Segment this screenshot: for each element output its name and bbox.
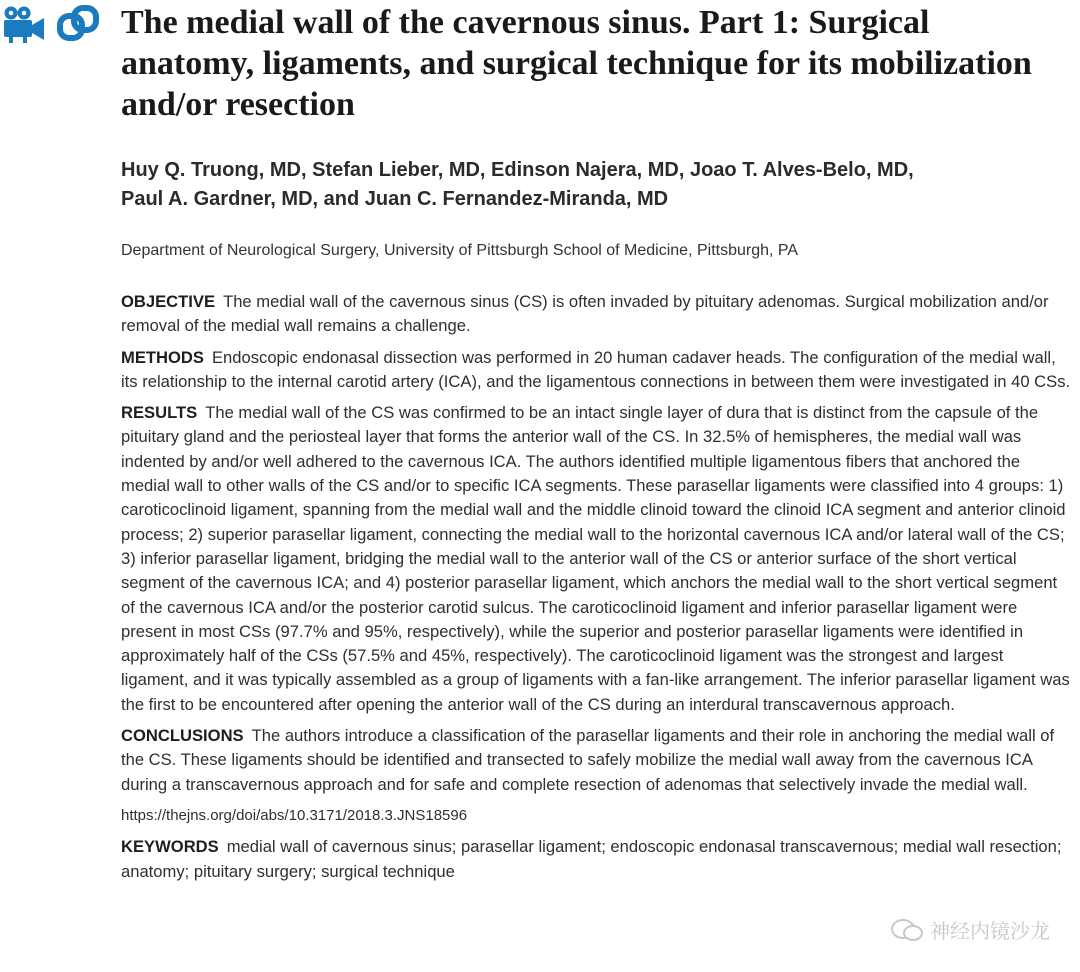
header-icons [2, 4, 100, 44]
results-text: The medial wall of the CS was confirmed to be an intact single layer of dura that is distinct from the capsule of the pituitary gland and the periosteal layer that forms the anterior wall of the CS. In 32.5% of hemispheres, the medial wall was indented by and/or well adhered to the cavernous ICA. The authors identified multiple ligamentous fibers that anchored the medial wall to other walls of the CS and/or to specific ICA segments. These parasellar ligaments were classified into 4 groups: 1) caroticoclinoid ligament, spanning from the medial wall and the middle clinoid toward the clinoid ICA segment and anterior clinoid process; 2) superior parasellar ligament, connecting the medial wall to the horizontal cavernous ICA and/or lateral wall of the CS; 3) inferior parasellar ligament, bridging the medial wall to the anterior wall of the CS or anterior surface of the short vertical segment of the cavernous ICA; and 4) posterior parasellar ligament, which anchors the medial wall to the short vertical segment of the cavernous ICA and/or the posterior carotid sulcus. The caroticoclinoid ligament and inferior parasellar ligament were present in most CSs (97.7% and 95%, respectively), while the superior and posterior parasellar ligaments were identified in approximately half of the CSs (57.5% and 45%, respectively). The caroticoclinoid ligament was the strongest and largest ligament, and it was typically assembled as a group of ligaments with a fan-like arrangement. The inferior parasellar ligament was the first to be encountered after opening the anterior wall of the CS during an interdural transcavernous approach. [121, 403, 1070, 714]
wechat-icon [890, 918, 924, 942]
video-camera-icon[interactable] [2, 4, 46, 44]
author-line-2: Paul A. Gardner, MD, and Juan C. Fernandez-Miranda, MD [121, 188, 669, 210]
keywords-section [121, 835, 1071, 884]
keywords-text: medial wall of cavernous sinus; parasellar ligament; endoscopic endonasal transcavernous; medial wall resection; anatomy; pituitary surgery; surgical technique [121, 837, 1062, 881]
keywords-label: KEYWORDS [121, 837, 219, 857]
watermark [890, 915, 1050, 944]
author-line-1: Huy Q. Truong, MD, Stefan Lieber, MD, Edinson Najera, MD, Joao T. Alves-Belo, MD, [121, 159, 914, 181]
watermark-text: 神经内镜沙龙 [930, 919, 1050, 943]
abstract [121, 290, 1071, 891]
author-list [121, 156, 1021, 214]
methods-section [121, 346, 1071, 395]
objective-section [121, 290, 1071, 339]
conclusions-label: CONCLUSIONS [121, 726, 244, 746]
results-section [121, 401, 1071, 717]
methods-label: METHODS [121, 347, 204, 367]
objective-label: OBJECTIVE [121, 292, 216, 311]
methods-text: Endoscopic endonasal dissection was performed in 20 human cadaver heads. The configuration of the medial wall, its relationship to the internal carotid artery (ICA), and the ligamentous connections in between them were investigated in 40 CSs. [121, 347, 1071, 391]
article-title: The medial wall of the cavernous sinus. Part 1: Surgical anatomy, ligaments, and surgical technique for its mobilization and/or resection [121, 4, 1032, 123]
results-label: RESULTS [121, 403, 198, 423]
affiliation: Department of Neurological Surgery, University of Pittsburgh School of Medicine, Pittsburgh, PA [121, 242, 799, 259]
conclusions-section [121, 724, 1071, 797]
link-icon[interactable] [56, 4, 100, 44]
conclusions-text: The authors introduce a classification of the parasellar ligaments and their role in anchoring the medial wall of the CS. These ligaments should be identified and transected to safely mobilize the medial wall away from the cavernous ICA during a transcavernous approach and for safe and complete resection of adenomas that selectively invade the medial wall. [121, 726, 1055, 794]
objective-text: The medial wall of the cavernous sinus (CS) is often invaded by pituitary adenomas. Surgical mobilization and/or removal of the medial wall remains a challenge. [121, 292, 1049, 336]
doi-link[interactable]: https://thejns.org/doi/abs/10.3171/2018.3.JNS18596 [121, 806, 468, 824]
